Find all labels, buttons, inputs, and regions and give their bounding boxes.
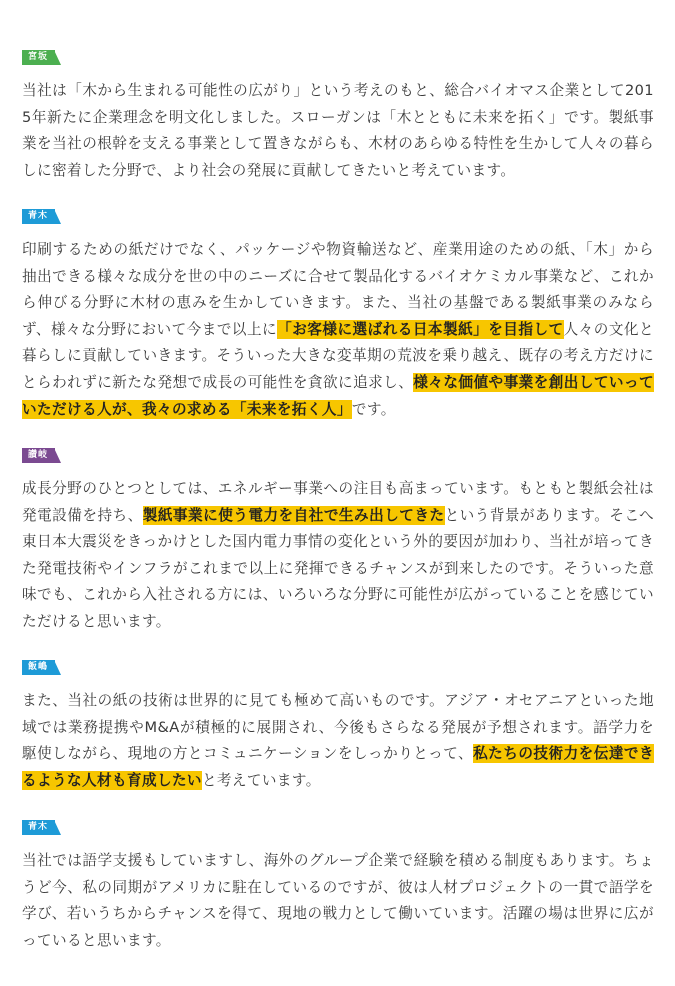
statement-text: 成長分野のひとつとしては、エネルギー事業への注目も高まっています。もともと製紙会社は発電設備を持ち、 — [22, 480, 654, 524]
speaker-statement — [22, 476, 654, 636]
speaker-statement — [22, 848, 654, 954]
statement-text: という背景があります。そこへ東日本大震災をきっかけとした国内電力事情の変化という外的要因が加わり、当社が培ってきた発電技術やインフラがこれまで以上に発揮できるチャンスが到来したのです。そういった意味でも、これから入社される方には、いろいろな分野に可能性が広がっていることを感じていただけると思います。 — [22, 506, 654, 630]
speaker-statement — [22, 688, 654, 794]
statement-text: と考えています。 — [201, 771, 321, 789]
speaker-section-iijima — [22, 654, 654, 794]
highlighted-text: 様々な価値や事業を創出していっていただける人が、我々の求める「未来を拓く人」 — [22, 373, 655, 418]
statement-text: 当社は「木から生まれる可能性の広がり」という考えのもと、総合バイオマス企業として2015年新たに企業理念を明文化しました。スローガンは「木とともに未来を拓く」です。製紙事業を当社の根幹を支える事業として置きながらも、木材のあらゆる特性を生かして人々の暮らしに密着した分野で、より社会の発展に貢献してきたいと考えています。 — [22, 82, 654, 179]
statement-text: です。 — [351, 400, 396, 418]
speaker-tag: 讃岐 — [22, 448, 55, 463]
highlighted-text: 製紙事業に使う電力を自社で生み出してきた — [142, 506, 445, 524]
speaker-section-aoki-1 — [22, 203, 654, 423]
statement-text: 当社では語学支援もしていますし、海外のグループ企業で経験を積める制度もあります。ちょうど今、私の同期がアメリカに駐在しているのですが、彼は人材プロジェクトの一貫で語学を学び、若いうちからチャンスを得て、現地の戦力として働いています。活躍の場は世界に広がっていると思います。 — [22, 852, 654, 949]
statement-text: 人々の文化と暮らしに貢献していきます。そういった大きな変革期の荒波を乗り越え、既存の考え方だけにとらわれずに新たな発想で成長の可能性を貪欲に追求し、 — [22, 320, 654, 391]
statement-text: また、当社の紙の技術は世界的に見ても極めて高いものです。アジア・オセアニアといった地域では業務提携やM&Aが積極的に展開され、今後もさらなる発展が予想されます。語学力を駆使しながら、現地の方とコミュニケーションをしっかりとって、 — [22, 692, 654, 763]
speaker-section-aoki-2 — [22, 814, 654, 954]
speaker-tag: 青木 — [22, 820, 55, 835]
speaker-tag: 飯嶋 — [22, 660, 55, 675]
speaker-tag: 宮坂 — [22, 50, 55, 65]
speaker-statement — [22, 78, 654, 184]
speaker-tag: 青木 — [22, 209, 55, 224]
highlighted-text: 「お客様に選ばれる日本製紙」を目指して — [277, 320, 564, 338]
speaker-statement — [22, 237, 654, 423]
speaker-section-miyasaka — [22, 44, 654, 184]
speaker-section-sanuki — [22, 442, 654, 636]
statement-text: 印刷するための紙だけでなく、パッケージや物資輸送など、産業用途のための紙、「木」から抽出できる様々な成分を世の中のニーズに合せて製品化するバイオケミカル事業など、これから伸びる分野に木材の恵みを生かしていきます。また、当社の基盤である製紙事業のみならず、様々な分野において今まで以上に — [22, 241, 654, 338]
highlighted-text: 私たちの技術力を伝達できるような人材も育成したい — [22, 745, 654, 789]
